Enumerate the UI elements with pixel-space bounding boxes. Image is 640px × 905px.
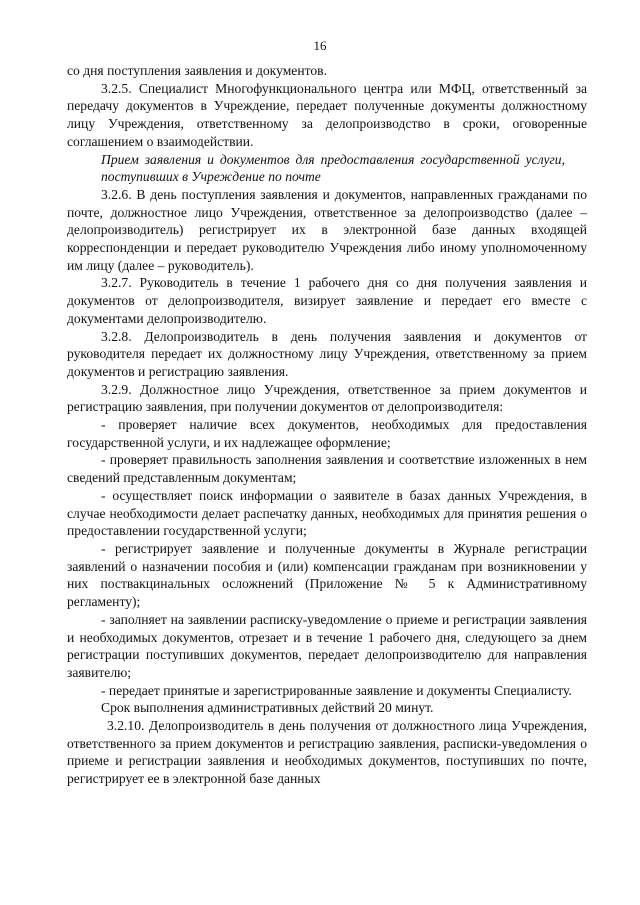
paragraph-deadline: Срок выполнения административных действий 20 минут.: [101, 700, 434, 716]
paragraph-3-2-9: 3.2.9. Должностное лицо Учреждения, ответственное за прием документов и регистрацию заявления, при получении документов от делопроизводителя:: [67, 381, 587, 415]
list-item: - осуществляет поиск информации о заявителе в базах данных Учреждения, в случае необходимости делает распечатку данных, необходимых для принятия решения о предоставлении государственной услуги;: [67, 487, 587, 539]
list-item: - передает принятые и зарегистрированные заявление и документы Специалисту.: [101, 682, 572, 698]
list-item: - проверяет правильность заполнения заявления и соответствие изложенных в нем сведений представленным документам;: [67, 452, 587, 486]
paragraph-3-2-8: 3.2.8. Делопроизводитель в день получения заявления и документов от руководителя передает их должностному лицу Учреждения, ответственному за прием документов и регистрацию заявления.: [67, 328, 587, 379]
paragraph-3-2-7: 3.2.7. Руководитель в течение 1 рабочего дня со дня получения заявления и документов от делопроизводителя, визирует заявление и передает его вместе с документами делопроизводителю.: [67, 275, 587, 326]
paragraph: со дня поступления заявления и документов.: [67, 63, 327, 78]
section-heading: Прием заявления и документов для предоставления государственной услуги, поступивших в Учреждение по почте: [101, 151, 565, 185]
list-item: - проверяет наличие всех документов, необходимых для предоставления государственной услуги, и их надлежащее оформление;: [67, 417, 587, 450]
list-item: - заполняет на заявлении расписку-уведомление о приеме и регистрации заявления и необходимых документов, отрезает и в течение 1 рабочего дня, следующего за днем регистрации поступивших документов, передает делопроизводителю для направления заявителю;: [67, 611, 587, 680]
list-item: - регистрирует заявление и полученные документы в Журнале регистрации заявлений о назначении пособия и (или) компенсации гражданам при возникновении у них поствакцинальных осложнений (Приложение № 5 к Административному регламенту);: [67, 540, 587, 610]
paragraph-3-2-5: 3.2.5. Специалист Многофункционального центра или МФЦ, ответственный за передачу документов в Учреждение, передает полученные документы должностному лицу Учреждения, ответственному за делопроизводство в сроки, оговоренные соглашением о взаимодействии.: [67, 80, 587, 149]
document-body: [67, 62, 587, 788]
page-number: 16: [313, 38, 327, 53]
paragraph-3-2-10: 3.2.10. Делопроизводитель в день получения от должностного лица Учреждения, ответственного за прием документов и регистрацию заявления, расписки-уведомления о приеме и регистрации заявления и необходимых документов, поступивших по почте, регистрирует ее в электронной базе данных: [67, 718, 587, 787]
paragraph-3-2-6: 3.2.6. В день поступления заявления и документов, направленных гражданами по почте, должностное лицо Учреждения, ответственное за делопроизводство (далее – делопроизводитель) регистрирует их в электронной базе данных входящей корреспонденции и передает руководителю Учреждения либо иному уполномоченному им лицу (далее – руководитель).: [67, 186, 587, 273]
